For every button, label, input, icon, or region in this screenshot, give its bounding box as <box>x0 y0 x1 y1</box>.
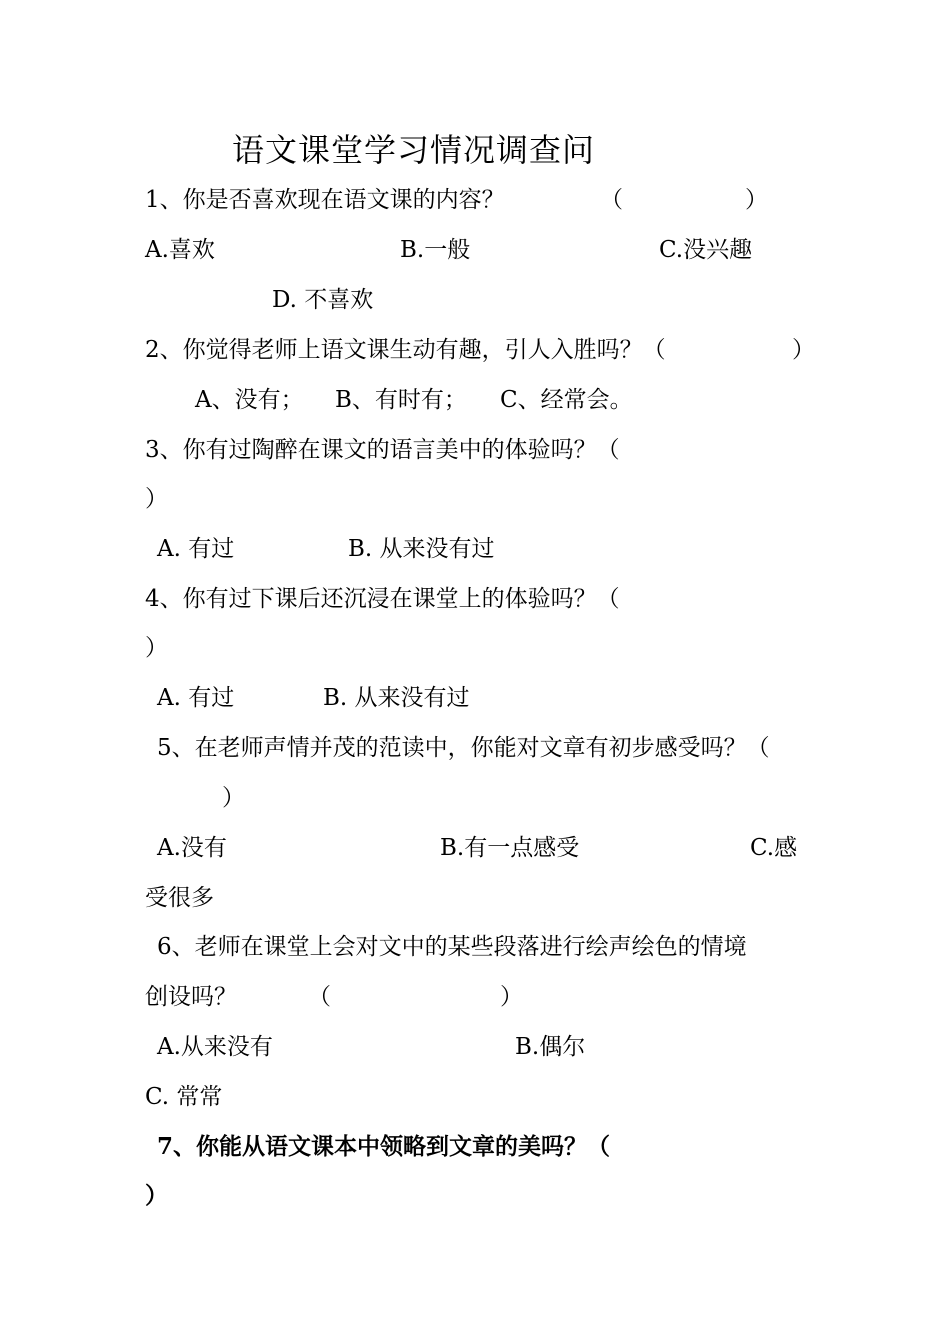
question-2-option-b: B、有时有； <box>335 387 467 413</box>
question-4: 4、你有过下课后还沉浸在课堂上的体验吗？（ <box>145 586 620 612</box>
question-2: 2、你觉得老师上语文课生动有趣，引人入胜吗？（ <box>145 337 666 363</box>
question-2-option-a: A、没有； <box>195 387 304 413</box>
question-4-blank-close: ） <box>145 635 168 661</box>
question-5: 5、在老师声情并茂的范读中，你能对文章有初步感受吗？（ <box>157 735 770 761</box>
question-1-blank-close: ） <box>745 187 768 213</box>
question-3: 3、你有过陶醉在课文的语言美中的体验吗？（ <box>145 437 620 463</box>
question-6-wrap: 创设吗？ <box>145 984 237 1010</box>
question-1-option-b: B.一般 <box>400 237 471 263</box>
question-5-blank-close: ） <box>222 785 245 811</box>
question-5-option-c-wrap: 受很多 <box>145 885 214 911</box>
question-1-option-d: D. 不喜欢 <box>272 287 374 313</box>
page-title: 语文课堂学习情况调查问 <box>232 131 596 169</box>
question-1: 1、你是否喜欢现在语文课的内容？ <box>145 187 505 213</box>
question-4-option-b: B. 从来没有过 <box>323 685 470 711</box>
question-3-option-b: B. 从来没有过 <box>348 536 495 562</box>
question-2-option-c: C、经常会。 <box>500 387 633 413</box>
question-4-option-a: A. 有过 <box>157 685 235 711</box>
question-7-blank-close: ） <box>145 1182 168 1209</box>
question-5-option-b: B.有一点感受 <box>440 835 580 861</box>
question-5-option-a: A.没有 <box>157 835 227 861</box>
question-6-blank-close: ） <box>500 984 523 1010</box>
question-6-option-c: C. 常常 <box>145 1084 223 1110</box>
question-3-option-a: A. 有过 <box>157 536 235 562</box>
question-1-option-a: A.喜欢 <box>145 237 215 263</box>
question-1-option-c: C.没兴趣 <box>659 237 753 263</box>
question-7: 7、你能从语文课本中领略到文章的美吗？（ <box>157 1133 611 1160</box>
question-6: 6、老师在课堂上会对文中的某些段落进行绘声绘色的情境 <box>157 934 747 960</box>
question-5-option-c: C.感 <box>750 835 798 861</box>
question-6-blank-open: （ <box>308 984 331 1010</box>
question-6-option-a: A.从来没有 <box>157 1034 273 1060</box>
question-1-blank-open: （ <box>600 187 623 213</box>
question-2-blank-close: ） <box>792 337 815 363</box>
question-6-option-b: B.偶尔 <box>515 1034 586 1060</box>
question-3-blank-close: ） <box>145 486 168 512</box>
